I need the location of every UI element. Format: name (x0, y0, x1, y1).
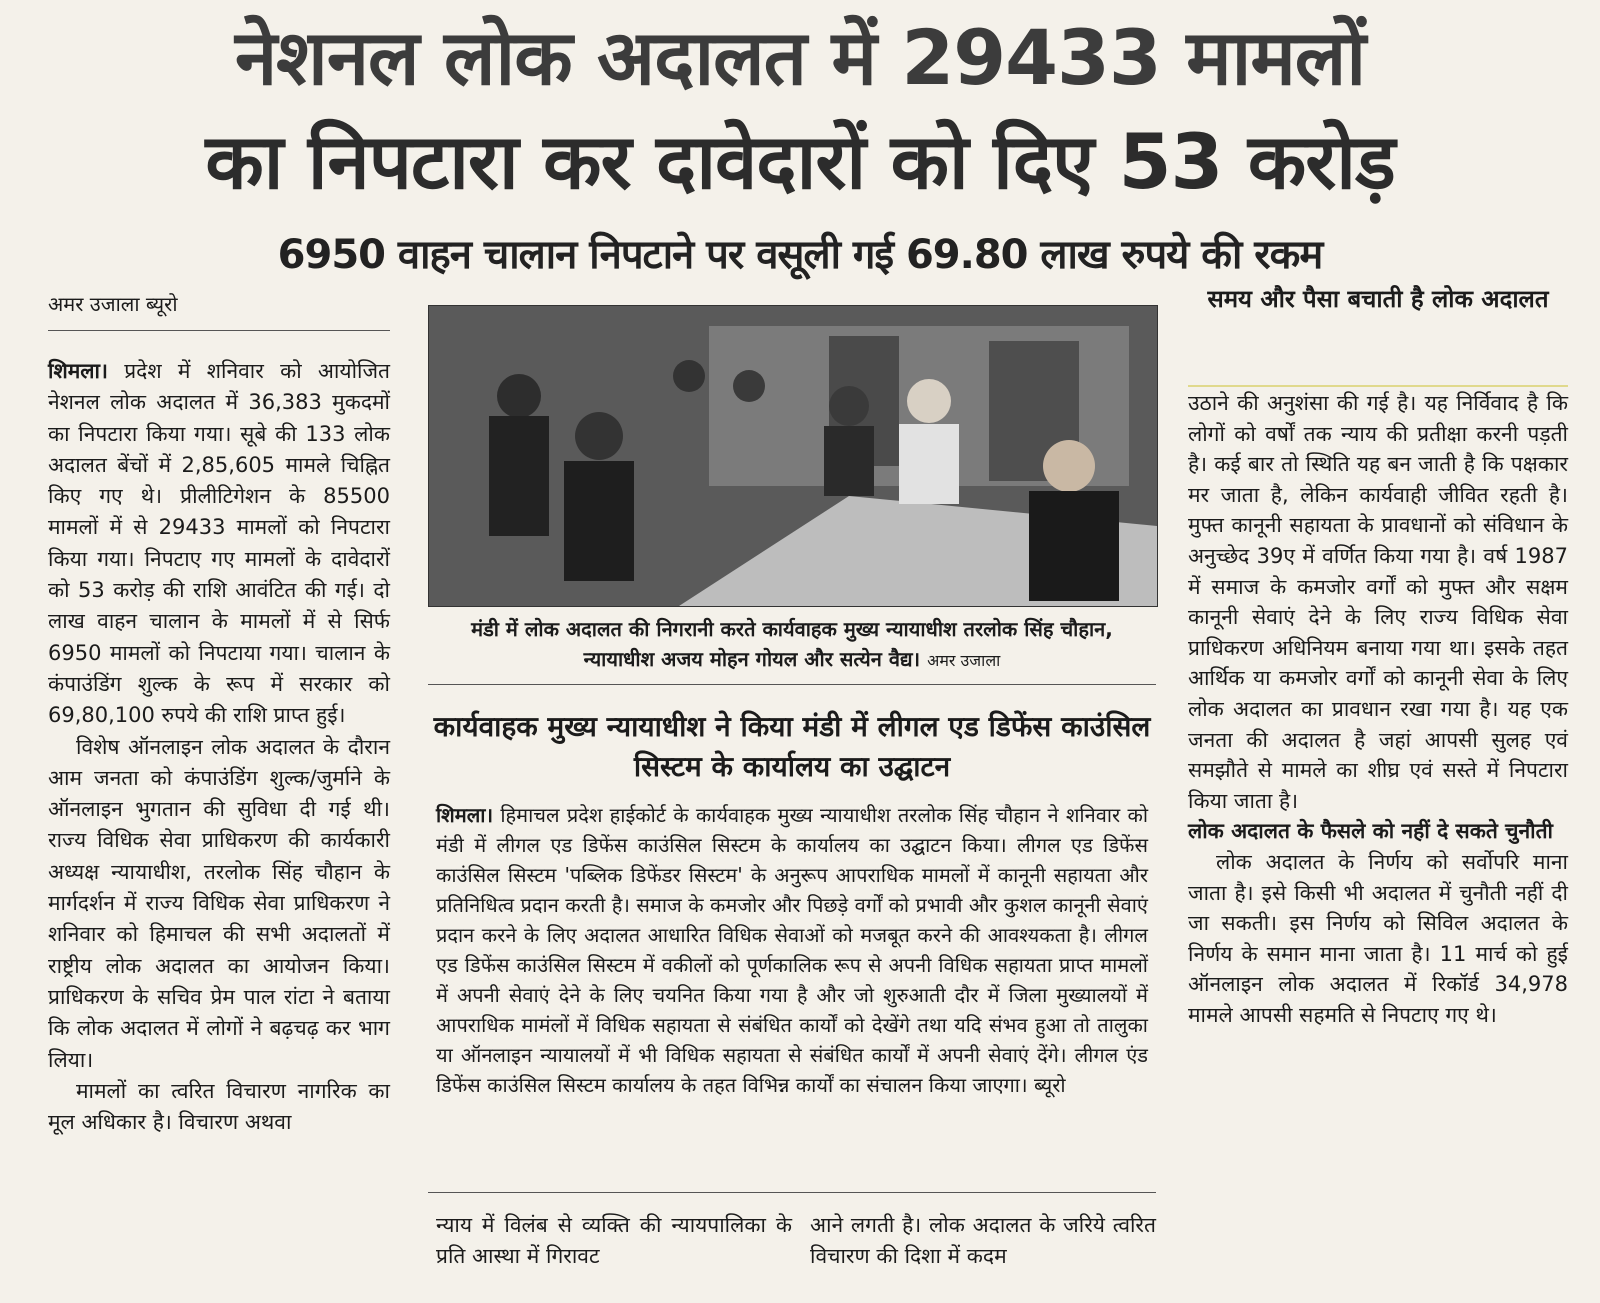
court-photo (428, 305, 1158, 607)
middle-dateline: शिमला। (436, 803, 494, 827)
sub-headline: 6950 वाहन चालान निपटाने पर वसूली गई 69.80 लाख रुपये की रकम (277, 232, 1323, 278)
middle-continuation-left: न्याय में विलंब से व्यक्ति की न्यायपालिका के प्रति आस्था में गिरावट (436, 1213, 792, 1269)
middle-story-headline: कार्यवाहक मुख्य न्यायाधीश ने किया मंडी में लीगल एड डिफेंस काउंसिल सिस्टम के कार्यालय का उद्घाटन (433, 710, 1151, 783)
left-column (48, 356, 390, 1138)
byline: अमर उजाला ब्यूरो (48, 292, 178, 316)
dateline: शिमला। (48, 359, 108, 383)
right-column (1188, 388, 1568, 1030)
main-headline-line1: नेशनल लोक अदालत में 29433 मामलों (234, 13, 1366, 102)
left-para2: विशेष ऑनलाइन लोक अदालत के दौरान आम जनता को कंपाउंडिंग शुल्क/जुर्माने के ऑनलाइन भुगतान की सुविधा दी गई थी। राज्य विधिक सेवा प्राधिकरण की कार्यकारी अध्यक्ष न्यायाधीश, तरलोक सिंह चौहान के मार्गदर्शन में राज्य विधिक सेवा प्राधिकरण ने शनिवार को हिमाचल की सभी अदालतों में राष्ट्रीय लोक अदालत का आयोजन किया। प्राधिकरण के सचिव प्रेम पाल रांटा ने बताया कि लोक अदालत में लोगों ने बढ़चढ़ कर भाग लिया। (48, 734, 390, 1072)
left-para1: प्रदेश में शनिवार को आयोजित नेशनल लोक अदालत में 36,383 मुकदमों का निपटारा किया गया। सूबे की 133 लोक अदालत बेंचों में 2,85,605 मामले चिह्नित किए गए थे। प्रीलीटिगेशन के 85500 मामलों में से 29433 मामलों को निपटारा किया गया। निपटाए गए मामलों के दावेदारों को 53 करोड़ की राशि आवंटित की गई। दो लाख वाहन चालान के मामलों में से सिर्फ 6950 मामलों को निपटाया गया। चालान के कंपाउंडिंग शुल्क के रूप में सरकार को 69,80,100 रुपये की राशि प्राप्त हुई। (48, 359, 390, 728)
photo-caption-source: अमर उजाला (927, 651, 1001, 670)
right-para1: उठाने की अनुशंसा की गई है। यह निर्विवाद है कि लोगों को वर्षों तक न्याय की प्रतीक्षा करनी पड़ती है। कई बार तो स्थिति यह बन जाती है कि पक्षकार मर जाता है, लेकिन कार्यवाही जीवित रहती है। मुफ्त कानूनी सहायता के प्रावधानों को संविधान के अनुच्छेद 39ए में वर्णित किया गया है। वर्ष 1987 में समाज के कमजोर वर्गों को मुफ्त और सक्षम कानूनी सेवाएं देने के लिए राज्य विधिक सेवा प्राधिकरण अधिनियम बनाया गया था। इसके तहत आर्थिक या कमजोर वर्गों को कानूनी सेवा के लिए लोक अदालत का प्रावधान रखा गया है। यह एक जनता की अदालत है जहां आपसी सुलह एवं समझौते से मामले का शीघ्र एवं सस्ते में निपटारा किया जाता है। (1188, 391, 1568, 813)
photo-caption-text: मंडी में लोक अदालत की निगरानी करते कार्यवाहक मुख्य न्यायाधीश तरलोक सिंह चौहान, न्यायाधीश अजय मोहन गोयल और सत्येन वैद्य। (471, 617, 1113, 671)
middle-continuation-right: आने लगती है। लोक अदालत के जरिये त्वरित विचारण की दिशा में कदम (810, 1213, 1156, 1269)
middle-bottom-rule (428, 1192, 1156, 1193)
middle-story-body (436, 800, 1148, 1100)
middle-story-text: हिमाचल प्रदेश हाईकोर्ट के कार्यवाहक मुख्य न्यायाधीश तरलोक सिंह चौहान ने शनिवार को मंडी में लीगल एड डिफेंस काउंसिल सिस्टम के कार्यालय का उद्घाटन किया। लीगल एड डिफेंस काउंसिल सिस्टम 'पब्लिक डिफेंडर सिस्टम' के अनुरूप आपराधिक मामलों में कानूनी सहायता और प्रतिनिधित्व प्रदान करती है। समाज के कमजोर और पिछड़े वर्गों को प्रभावी और कुशल कानूनी सेवाएं प्रदान करने के लिए अदालत आधारित विधिक सेवाओं को मजबूत करने की आवश्यकता है। लीगल एड डिफेंस काउंसिल सिस्टम में वकीलों को पूर्णकालिक रूप से अपनी विधिक सहायता प्राप्त मामलों में अपनी सेवाएं देने के लिए चयनित किया गया है और जो शुरुआती दौर में जिला मुख्यालयों में आपराधिक मामंलों में विधिक सहायता से संबंधित कार्यों को देखेंगे तथा यदि संभव हुआ तो तालुका या ऑनलाइन न्यायालयों में भी विधिक सहायता से संबंधित कार्यों में अपनी सेवाएं देंगे। लीगल एंड डिफेंस काउंसिल सिस्टम कार्यालय के तहत विभिन्न कार्यों का संचालन किया जाएगा। (436, 803, 1148, 1097)
byline-rule (48, 330, 390, 331)
middle-story-credit: ब्यूरो (1033, 1073, 1066, 1097)
right-subhead: लोक अदालत के फैसले को नहीं दे सकते चुनौती (1188, 819, 1553, 844)
left-para3: मामलों का त्वरित विचारण नागरिक का मूल अधिकार है। विचारण अथवा (48, 1078, 390, 1135)
photo-caption (436, 614, 1148, 676)
right-column-heading: समय और पैसा बचाती है लोक अदालत (1207, 285, 1549, 313)
right-heading-rule (1188, 385, 1568, 387)
right-para2: लोक अदालत के निर्णय को सर्वोपरि माना जाता है। इसे किसी भी अदालत में चुनौती नहीं दी जा सकती। इस निर्णय को सिविल अदालत के निर्णय के समान माना जाता है। 11 मार्च को हुई ऑनलाइन लोक अदालत में रिकॉर्ड 34,978 मामले आपसी सहमति से निपटाए गए थे। (1188, 849, 1568, 1027)
caption-rule (428, 684, 1156, 685)
main-headline-line2: का निपटारा कर दावेदारों को दिए 53 करोड़ (205, 117, 1395, 206)
court-photo-image (429, 306, 1157, 606)
